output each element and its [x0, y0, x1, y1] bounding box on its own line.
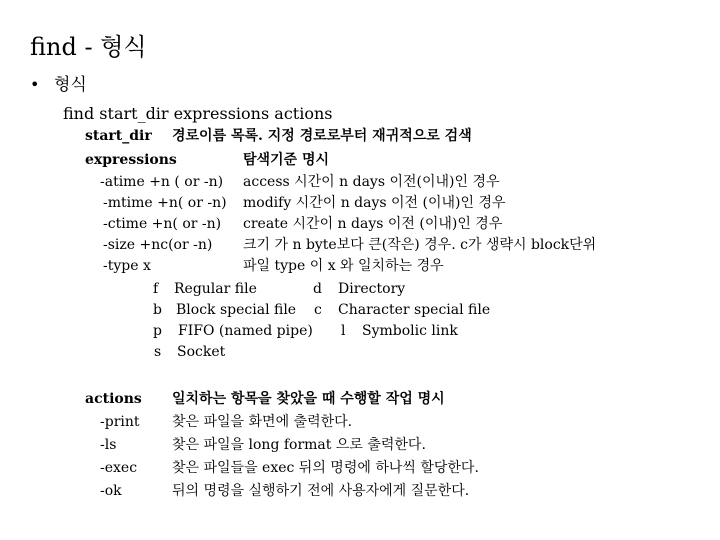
expr-option: -ctime +n( or -n) — [103, 216, 222, 232]
expressions-label: expressions — [85, 152, 177, 168]
actions-desc: 일치하는 항목을 찾았을 때 수행할 작업 명시 — [172, 391, 445, 407]
type-name: Directory — [338, 281, 406, 297]
type-name: Block special file — [176, 302, 297, 318]
expr-option: -mtime +n( or -n) — [103, 195, 227, 211]
expr-desc: modify 시간이 n days 이전 (이내)인 경우 — [243, 195, 506, 211]
type-name: Regular file — [174, 281, 257, 297]
type-name: Character special file — [338, 302, 491, 318]
expr-option: -type x — [103, 258, 151, 274]
start-dir-label: start_dir — [85, 128, 152, 144]
type-code: d — [313, 281, 322, 297]
action-desc: 찾은 파일들을 exec 뒤의 명령에 하나씩 할당한다. — [172, 460, 479, 476]
bullet-icon: • — [30, 75, 40, 94]
type-code: l — [341, 323, 346, 339]
bullet-label: 형식 — [54, 75, 87, 95]
action-desc: 찾은 파일을 long format 으로 출력한다. — [172, 437, 426, 453]
type-code: c — [314, 302, 322, 318]
expr-desc: 크기 가 n byte보다 큰(작은) 경우. c가 생략시 block단위 — [243, 237, 597, 253]
start-dir-desc: 경로이름 목록. 지정 경로로부터 재귀적으로 검색 — [172, 128, 472, 144]
expr-desc: 파일 type 이 x 와 일치하는 경우 — [243, 258, 444, 274]
type-name: Symbolic link — [362, 323, 458, 339]
syntax-line: find start_dir expressions actions — [63, 104, 333, 123]
type-name: Socket — [177, 344, 226, 360]
expr-desc: access 시간이 n days 이전(이내)인 경우 — [243, 174, 500, 190]
action-option: -ls — [100, 437, 117, 453]
action-desc: 뒤의 명령을 실행하기 전에 사용자에게 질문한다. — [172, 483, 470, 499]
action-option: -exec — [100, 460, 138, 476]
type-code: s — [154, 344, 162, 360]
expressions-desc: 탐색기준 명시 — [243, 152, 330, 168]
page-title: find - 형식 — [30, 33, 147, 61]
expr-option: -atime +n ( or -n) — [100, 174, 224, 190]
type-code: f — [153, 281, 159, 297]
action-desc: 찾은 파일을 화면에 출력한다. — [172, 414, 353, 430]
type-name: FIFO (named pipe) — [178, 323, 313, 339]
action-option: -print — [100, 414, 140, 430]
expr-option: -size +nc(or -n) — [103, 237, 213, 253]
actions-label: actions — [85, 391, 142, 407]
type-code: p — [153, 323, 162, 339]
expr-desc: create 시간이 n days 이전 (이내)인 경우 — [243, 216, 503, 232]
type-code: b — [153, 302, 162, 318]
action-option: -ok — [100, 483, 122, 499]
